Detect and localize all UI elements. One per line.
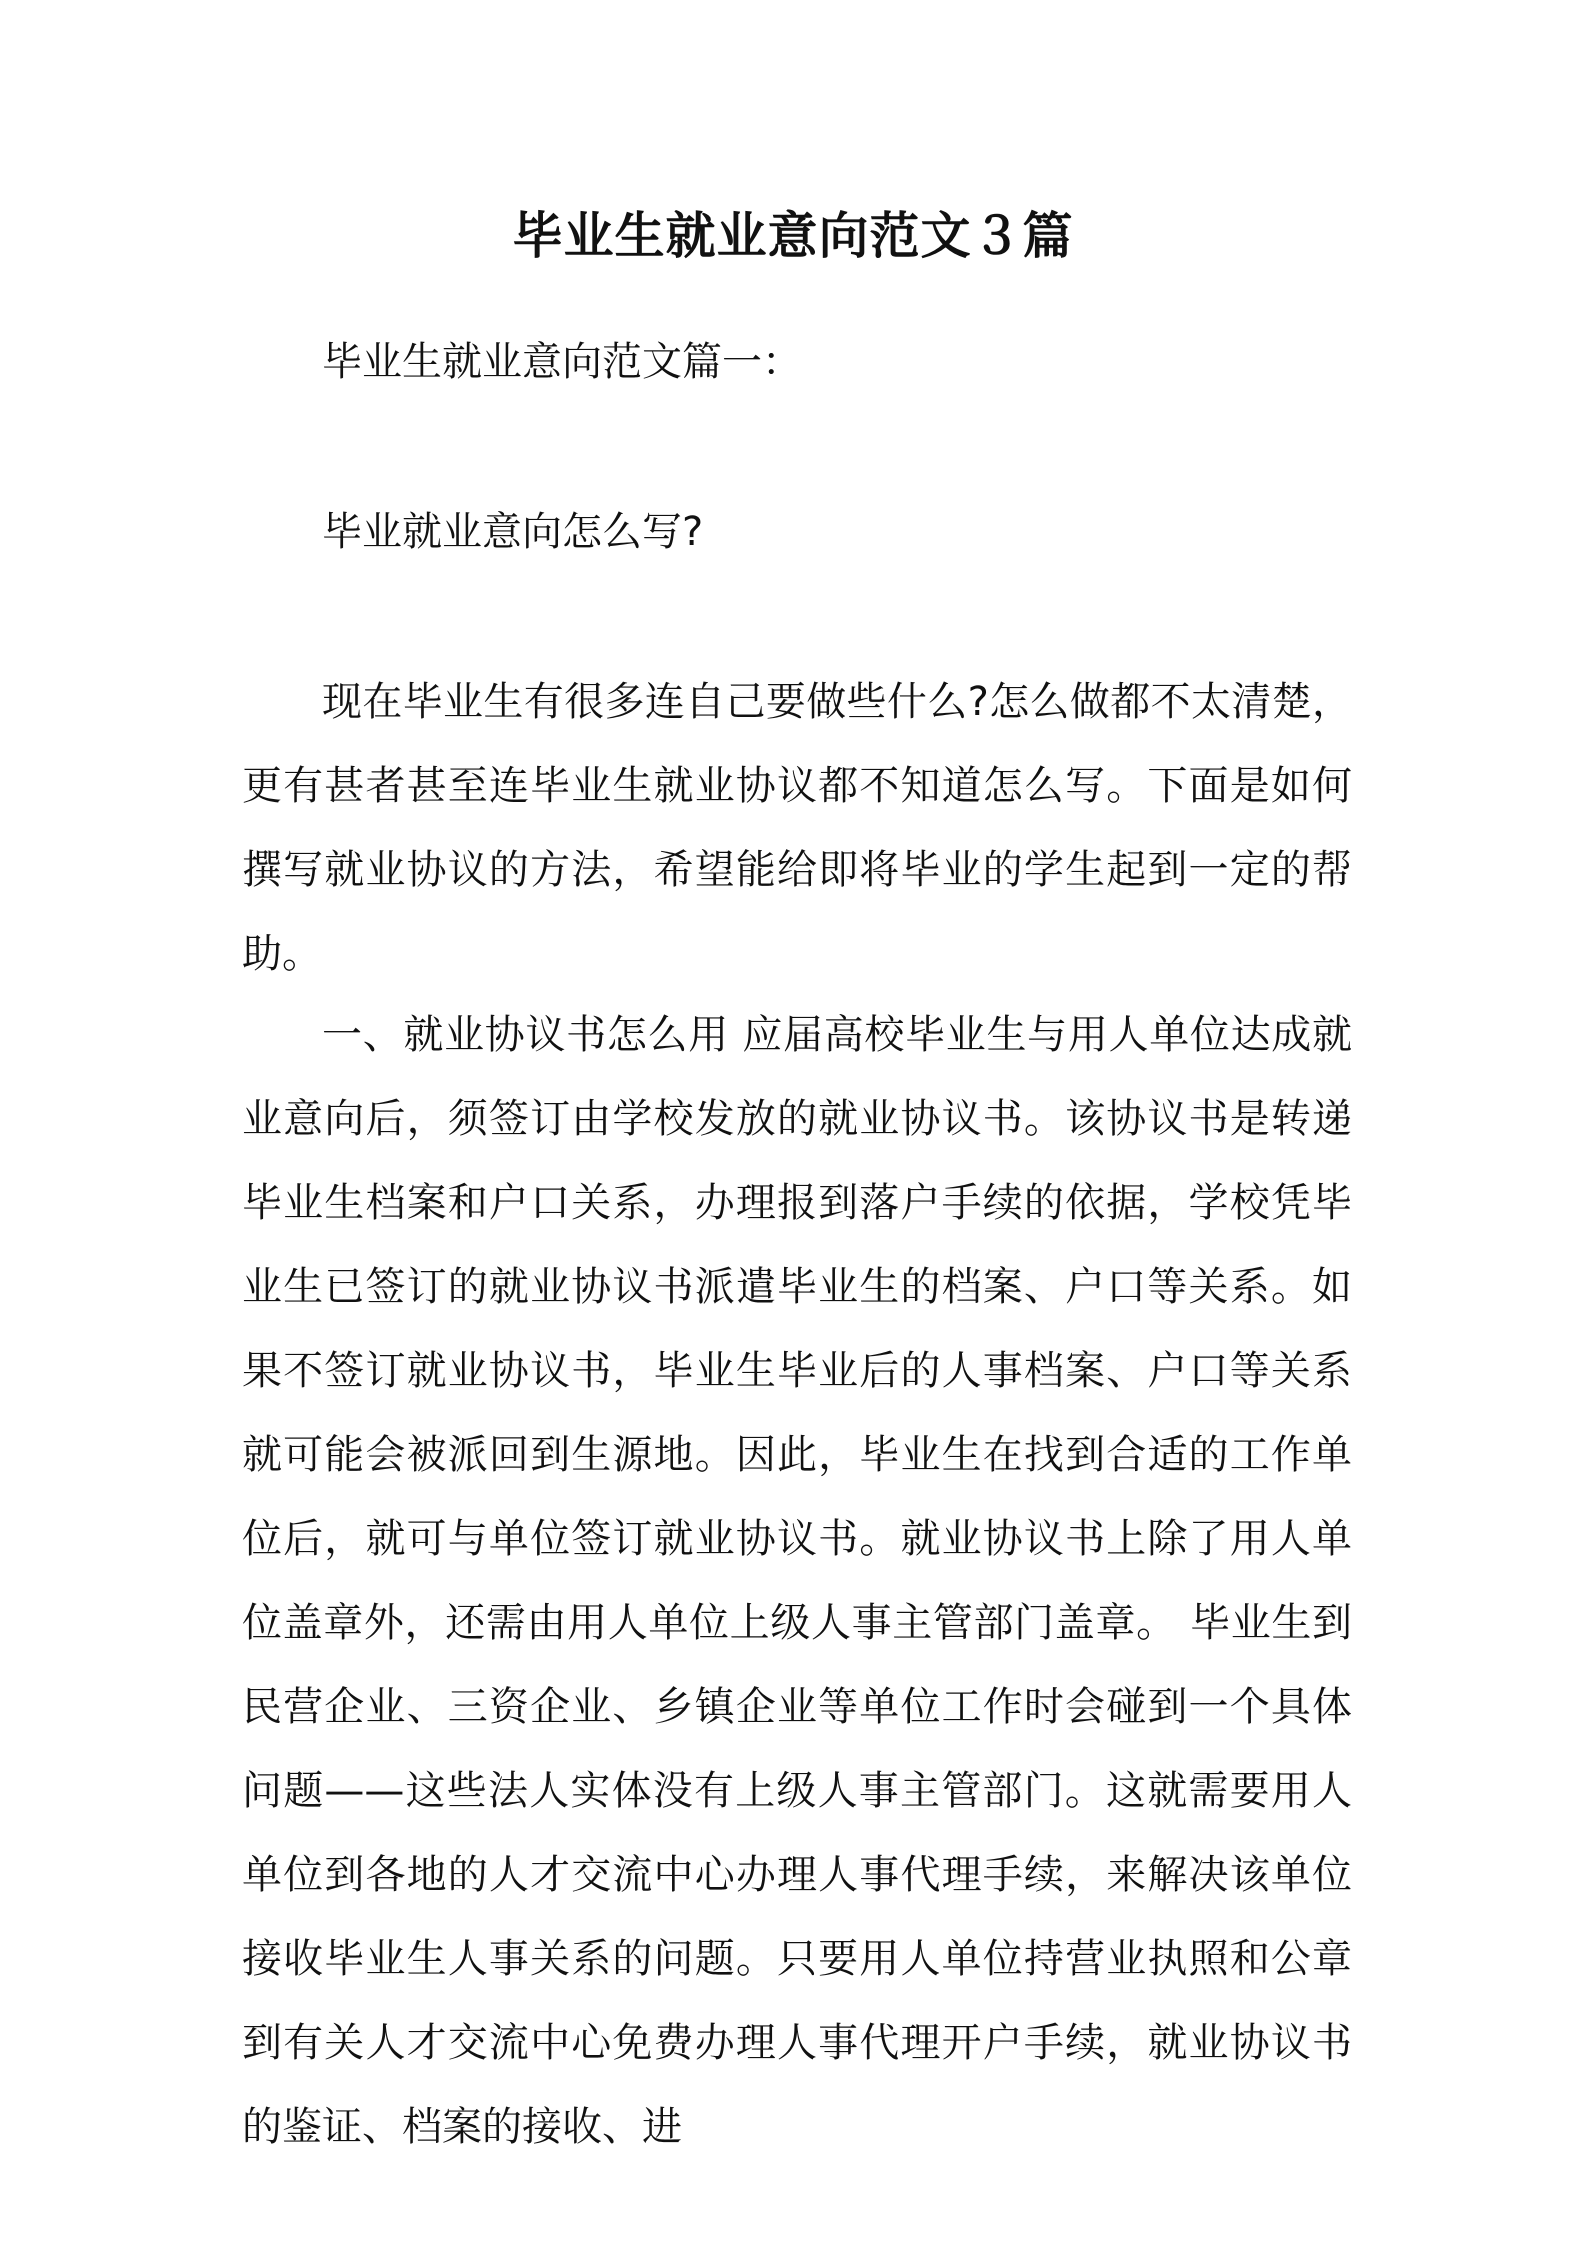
- body-paragraph: 一、就业协议书怎么用 应届高校毕业生与用人单位达成就业意向后，须签订由学校发放的就业协议书。该协议书是转递毕业生档案和户口关系，办理报到落户手续的依据，学校凭毕业生已签订的就业协议书派遣毕业生的档案、户口等关系。如果不签订就业协议书，毕业生毕业后的人事档案、户口等关系就可能会被派回到生源地。因此，毕业生在找到合适的工作单位后，就可与单位签订就业协议书。就业协议书上除了用人单位盖章外，还需由用人单位上级人事主管部门盖章。 毕业生到民营企业、三资企业、乡镇企业等单位工作时会碰到一个具体问题——这些法人实体没有上级人事主管部门。这就需要用人单位到各地的人才交流中心办理人事代理手续，来解决该单位接收毕业生人事关系的问题。只要用人单位持营业执照和公章到有关人才交流中心免费办理人事代理开户手续，就业协议书的鉴证、档案的接收、进: [242, 1012, 1352, 2150]
- document-title: 毕业生就业意向范文３篇: [512, 207, 1074, 265]
- section-heading: 毕业生就业意向范文篇一：: [322, 339, 802, 385]
- subheading: 毕业就业意向怎么写?: [322, 509, 704, 555]
- intro-paragraph: 现在毕业生有很多连自己要做些什么?怎么做都不太清楚，更有甚者甚至连毕业生就业协议都不知道怎么写。下面是如何撰写就业协议的方法，希望能给即将毕业的学生起到一定的帮助。: [242, 679, 1352, 977]
